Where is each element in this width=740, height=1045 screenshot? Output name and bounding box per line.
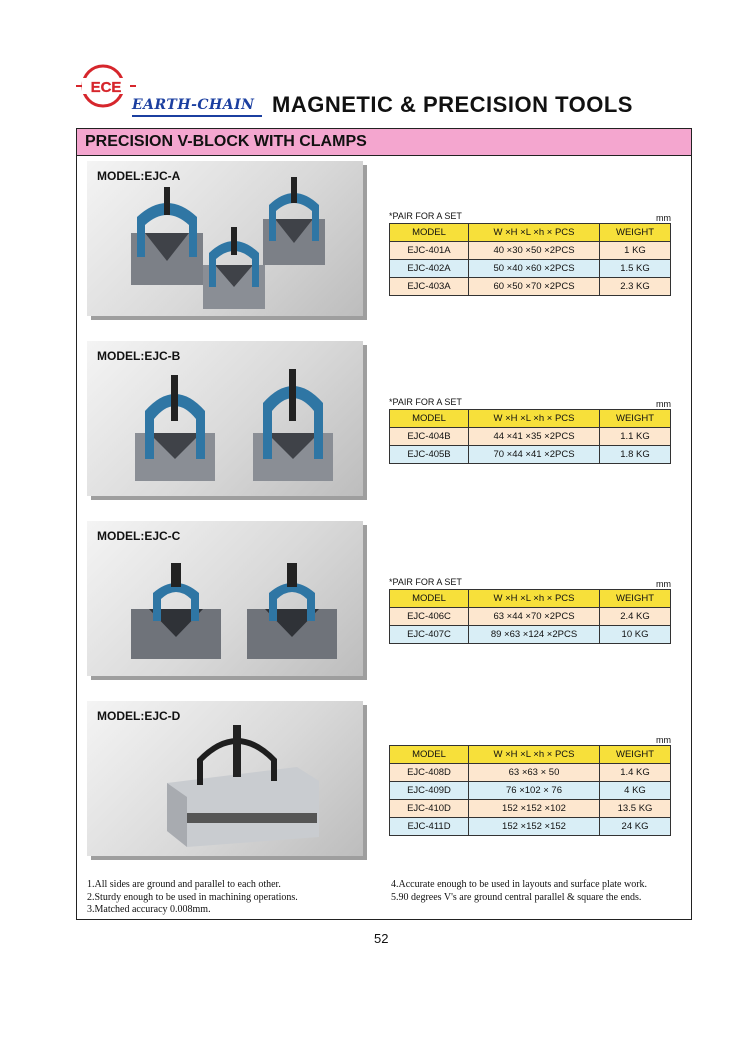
table-row xyxy=(390,608,671,626)
unit-label: mm xyxy=(656,213,671,223)
column-header-model: MODEL xyxy=(390,746,469,764)
cell-model: EJC-407C xyxy=(390,626,469,644)
spec-table xyxy=(389,409,671,464)
model-label: MODEL:EJC-B xyxy=(97,349,181,363)
cell-model: EJC-402A xyxy=(390,260,469,278)
table-row xyxy=(390,260,671,278)
cell-model: EJC-408D xyxy=(390,764,469,782)
feature-notes-left xyxy=(87,879,298,917)
feature-note: 1.All sides are ground and parallel to each other. xyxy=(87,879,281,890)
column-header-dimensions: W ×H ×L ×h × PCS xyxy=(469,410,600,428)
cell-weight: 2.3 KG xyxy=(600,278,671,296)
cell-model: EJC-405B xyxy=(390,446,469,464)
unit-label: mm xyxy=(656,579,671,589)
column-header-weight: WEIGHT xyxy=(600,224,671,242)
brand-underline xyxy=(132,115,262,117)
cell-model: EJC-409D xyxy=(390,782,469,800)
page-title: MAGNETIC & PRECISION TOOLS xyxy=(272,92,633,117)
pair-note: *PAIR FOR A SET xyxy=(389,211,462,221)
cell-dimensions: 60 ×50 ×70 ×2PCS xyxy=(469,278,600,296)
table-row xyxy=(390,242,671,260)
column-header-weight: WEIGHT xyxy=(600,746,671,764)
photo-ejc-c xyxy=(87,521,363,676)
earth-chain-logo xyxy=(76,64,138,108)
cell-dimensions: 89 ×63 ×124 ×2PCS xyxy=(469,626,600,644)
column-header-weight: WEIGHT xyxy=(600,590,671,608)
pair-note: *PAIR FOR A SET xyxy=(389,577,462,587)
v-block-image xyxy=(87,701,363,856)
cell-weight: 1.4 KG xyxy=(600,764,671,782)
cell-weight: 10 KG xyxy=(600,626,671,644)
feature-note: 5.90 degrees V's are ground central parallel & square the ends. xyxy=(391,891,642,903)
cell-model: EJC-403A xyxy=(390,278,469,296)
unit-label: mm xyxy=(656,399,671,409)
cell-weight: 24 KG xyxy=(600,818,671,836)
cell-model: EJC-411D xyxy=(390,818,469,836)
cell-dimensions: 70 ×44 ×41 ×2PCS xyxy=(469,446,600,464)
logo-text: ECE xyxy=(90,79,122,96)
cell-model: EJC-406C xyxy=(390,608,469,626)
photo-ejc-a xyxy=(87,161,363,316)
table-row xyxy=(390,626,671,644)
cell-model: EJC-404B xyxy=(390,428,469,446)
column-header-dimensions: W ×H ×L ×h × PCS xyxy=(469,224,600,242)
table-row xyxy=(390,428,671,446)
cell-dimensions: 44 ×41 ×35 ×2PCS xyxy=(469,428,600,446)
model-label: MODEL:EJC-C xyxy=(97,529,181,543)
photo-ejc-b xyxy=(87,341,363,496)
cell-dimensions: 63 ×63 × 50 xyxy=(469,764,600,782)
pair-note: *PAIR FOR A SET xyxy=(389,397,462,407)
brand-name: EARTH-CHAIN xyxy=(132,97,255,113)
section-title: PRECISION V-BLOCK WITH CLAMPS xyxy=(77,129,691,156)
cell-dimensions: 50 ×40 ×60 ×2PCS xyxy=(469,260,600,278)
table-row xyxy=(390,800,671,818)
feature-notes-right xyxy=(391,879,647,904)
cell-dimensions: 152 ×152 ×102 xyxy=(469,800,600,818)
cell-model: EJC-401A xyxy=(390,242,469,260)
cell-dimensions: 152 ×152 ×152 xyxy=(469,818,600,836)
model-label: MODEL:EJC-D xyxy=(97,709,181,723)
column-header-model: MODEL xyxy=(390,224,469,242)
cell-weight: 1 KG xyxy=(600,242,671,260)
column-header-model: MODEL xyxy=(390,410,469,428)
cell-dimensions: 63 ×44 ×70 ×2PCS xyxy=(469,608,600,626)
cell-weight: 1.8 KG xyxy=(600,446,671,464)
table-row xyxy=(390,782,671,800)
spec-table xyxy=(389,589,671,644)
table-row xyxy=(390,818,671,836)
column-header-model: MODEL xyxy=(390,590,469,608)
page-header xyxy=(76,64,696,124)
table-row xyxy=(390,446,671,464)
cell-dimensions: 76 ×102 × 76 xyxy=(469,782,600,800)
model-label: MODEL:EJC-A xyxy=(97,169,181,183)
page-number: 52 xyxy=(374,931,389,946)
column-header-dimensions: W ×H ×L ×h × PCS xyxy=(469,590,600,608)
spec-table xyxy=(389,223,671,296)
cell-weight: 4 KG xyxy=(600,782,671,800)
cell-weight: 1.5 KG xyxy=(600,260,671,278)
feature-note: 4.Accurate enough to be used in layouts and surface plate work. xyxy=(391,879,648,890)
spec-table xyxy=(389,745,671,836)
column-header-weight: WEIGHT xyxy=(600,410,671,428)
v-block-image xyxy=(87,161,363,316)
photo-ejc-d xyxy=(87,701,363,856)
table-row xyxy=(390,764,671,782)
feature-note: 2.Sturdy enough to be used in machining operations. xyxy=(87,891,298,903)
table-row xyxy=(390,278,671,296)
column-header-dimensions: W ×H ×L ×h × PCS xyxy=(469,746,600,764)
feature-note: 3.Matched accuracy 0.008mm. xyxy=(87,904,211,915)
cell-model: EJC-410D xyxy=(390,800,469,818)
cell-weight: 13.5 KG xyxy=(600,800,671,818)
cell-dimensions: 40 ×30 ×50 ×2PCS xyxy=(469,242,600,260)
content-frame xyxy=(76,128,692,920)
cell-weight: 1.1 KG xyxy=(600,428,671,446)
v-block-image xyxy=(87,521,363,676)
cell-weight: 2.4 KG xyxy=(600,608,671,626)
unit-label: mm xyxy=(656,735,671,745)
v-block-image xyxy=(87,341,363,496)
